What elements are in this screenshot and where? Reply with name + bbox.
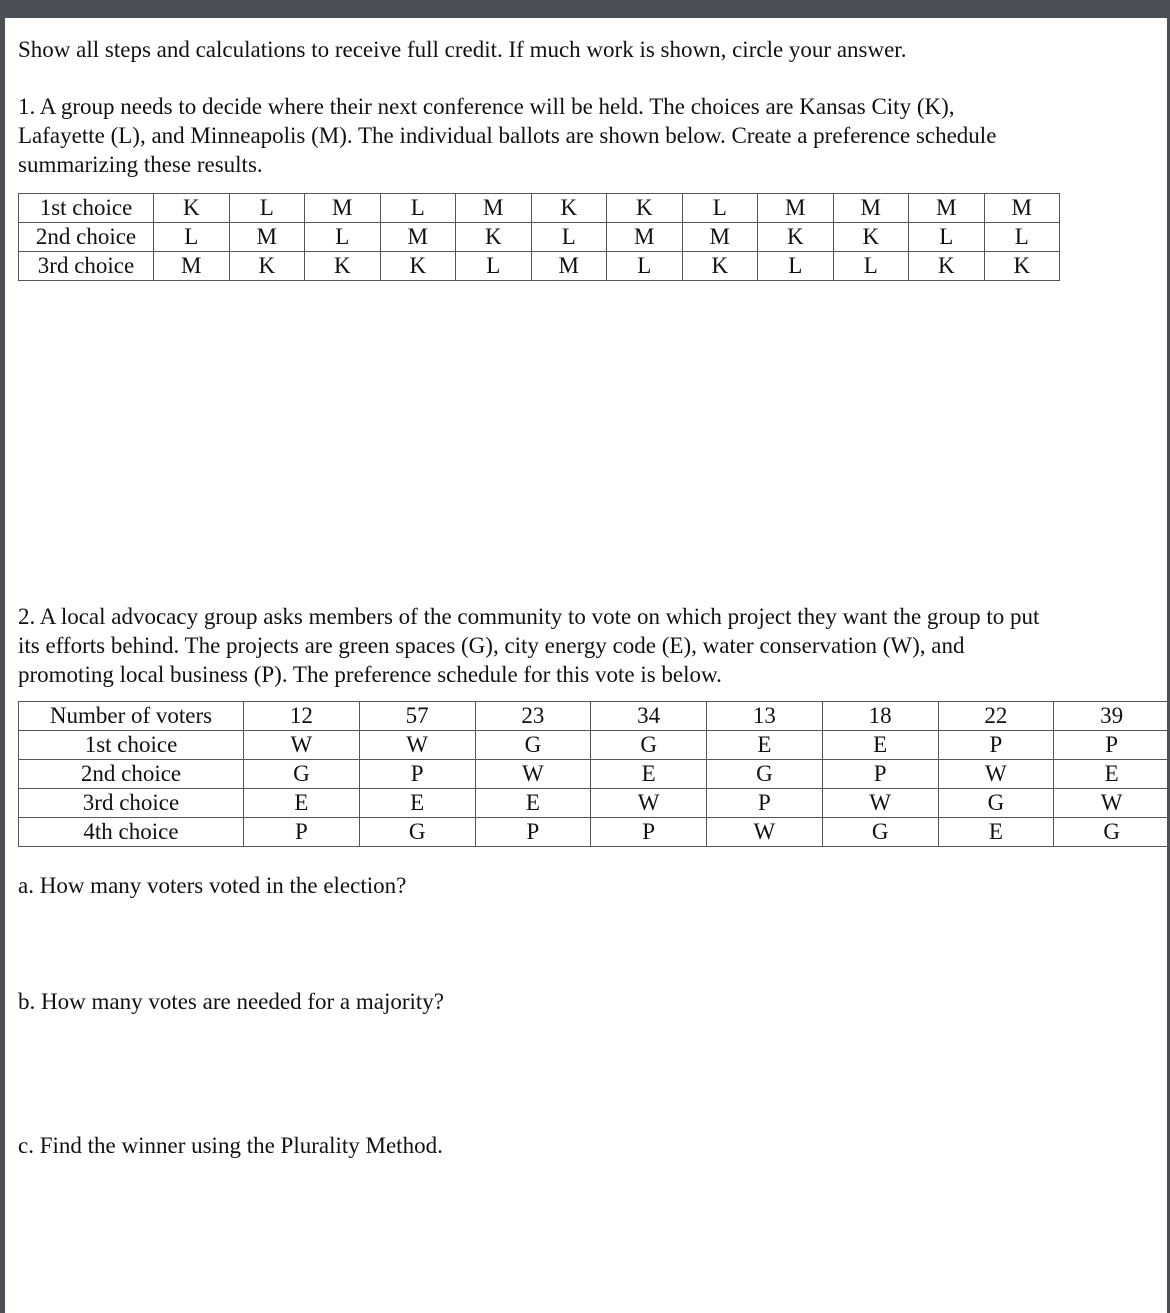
table-row [19,760,1170,789]
ballot-cell: L [607,252,683,281]
ballot-cell: M [305,194,381,223]
ballot-cell: M [380,223,456,252]
schedule-cell: W [707,818,823,847]
row-label: 3rd choice [19,252,154,281]
schedule-cell: W [475,760,591,789]
row-label: 2nd choice [19,760,244,789]
ballot-cell: L [909,223,985,252]
q1-line-1: 1. A group needs to decide where their next conference will be held. The choices are Kansas City (K), [18,94,955,119]
schedule-cell: E [591,760,707,789]
ballot-cell: M [531,252,607,281]
schedule-cell: P [822,760,938,789]
schedule-cell: 13 [707,702,823,731]
q1-line-2: Lafayette (L), and Minneapolis (M). The individual ballots are shown below. Create a preference schedule [18,123,997,148]
ballot-cell: K [456,223,532,252]
ballot-cell: M [456,194,532,223]
preference-schedule-table [18,701,1170,847]
ballot-cell: K [229,252,305,281]
schedule-cell: P [707,789,823,818]
ballot-cell: M [758,194,834,223]
schedule-cell: 12 [244,702,360,731]
ballot-cell: L [758,252,834,281]
row-label: 1st choice [19,731,244,760]
row-label: 2nd choice [19,223,154,252]
ballot-cell: K [154,194,230,223]
schedule-cell: P [244,818,360,847]
schedule-cell: G [938,789,1054,818]
ballot-cell: L [984,223,1060,252]
schedule-cell: P [359,760,475,789]
q2-line-1: 2. A local advocacy group asks members of the community to vote on which project they want the group to put [18,604,1040,629]
ballot-cell: M [607,223,683,252]
row-label: 1st choice [19,194,154,223]
ballot-cell: K [607,194,683,223]
ballot-cell: M [984,194,1060,223]
schedule-cell: G [591,731,707,760]
ballot-cell: M [833,194,909,223]
top-window-bar [0,0,1170,18]
schedule-cell: E [938,818,1054,847]
instructions: Show all steps and calculations to receive full credit. If much work is shown, circle your answer. [18,37,907,62]
schedule-cell: E [1054,760,1170,789]
ballot-cell: M [909,194,985,223]
row-label: Number of voters [19,702,244,731]
q2-line-2: its efforts behind. The projects are green spaces (G), city energy code (E), water conservation (W), and [18,633,965,658]
ballot-cell: M [229,223,305,252]
ballot-cell: K [305,252,381,281]
table-row [19,818,1170,847]
ballot-cell: M [154,252,230,281]
schedule-cell: P [475,818,591,847]
ballot-cell: L [682,194,758,223]
row-label: 4th choice [19,818,244,847]
ballots-table [18,193,1060,281]
schedule-cell: 23 [475,702,591,731]
schedule-cell: W [591,789,707,818]
ballot-cell: L [305,223,381,252]
schedule-cell: W [359,731,475,760]
q2-part-c: c. Find the winner using the Plurality Method. [18,1133,443,1158]
q2-part-a: a. How many voters voted in the election? [18,873,407,898]
schedule-cell: W [1054,789,1170,818]
schedule-cell: 18 [822,702,938,731]
left-window-border [0,18,5,1313]
ballot-cell: K [380,252,456,281]
schedule-cell: W [938,760,1054,789]
schedule-cell: 57 [359,702,475,731]
schedule-cell: 39 [1054,702,1170,731]
schedule-cell: E [707,731,823,760]
ballot-cell: K [833,223,909,252]
ballot-cell: K [984,252,1060,281]
ballot-cell: L [229,194,305,223]
schedule-cell: G [475,731,591,760]
schedule-cell: G [822,818,938,847]
schedule-cell: W [822,789,938,818]
ballot-cell: L [380,194,456,223]
schedule-cell: E [475,789,591,818]
row-label: 3rd choice [19,789,244,818]
ballot-cell: L [833,252,909,281]
table-row [19,789,1170,818]
schedule-cell: G [244,760,360,789]
table-row [19,731,1170,760]
schedule-cell: P [591,818,707,847]
table-row [19,252,1060,281]
ballot-cell: K [682,252,758,281]
ballot-cell: K [531,194,607,223]
ballot-cell: L [154,223,230,252]
ballot-cell: L [531,223,607,252]
table-row [19,194,1060,223]
schedule-cell: E [359,789,475,818]
q1-line-3: summarizing these results. [18,152,263,177]
q2-part-b: b. How many votes are needed for a majority? [18,989,444,1014]
schedule-cell: E [822,731,938,760]
table-row [19,223,1060,252]
schedule-cell: G [359,818,475,847]
schedule-cell: 34 [591,702,707,731]
schedule-cell: G [1054,818,1170,847]
ballot-cell: K [909,252,985,281]
schedule-cell: 22 [938,702,1054,731]
schedule-cell: W [244,731,360,760]
schedule-cell: P [938,731,1054,760]
q2-line-3: promoting local business (P). The preference schedule for this vote is below. [18,662,722,687]
ballot-cell: M [682,223,758,252]
ballot-cell: K [758,223,834,252]
schedule-cell: E [244,789,360,818]
schedule-cell: G [707,760,823,789]
schedule-cell: P [1054,731,1170,760]
table-row [19,702,1170,731]
ballot-cell: L [456,252,532,281]
